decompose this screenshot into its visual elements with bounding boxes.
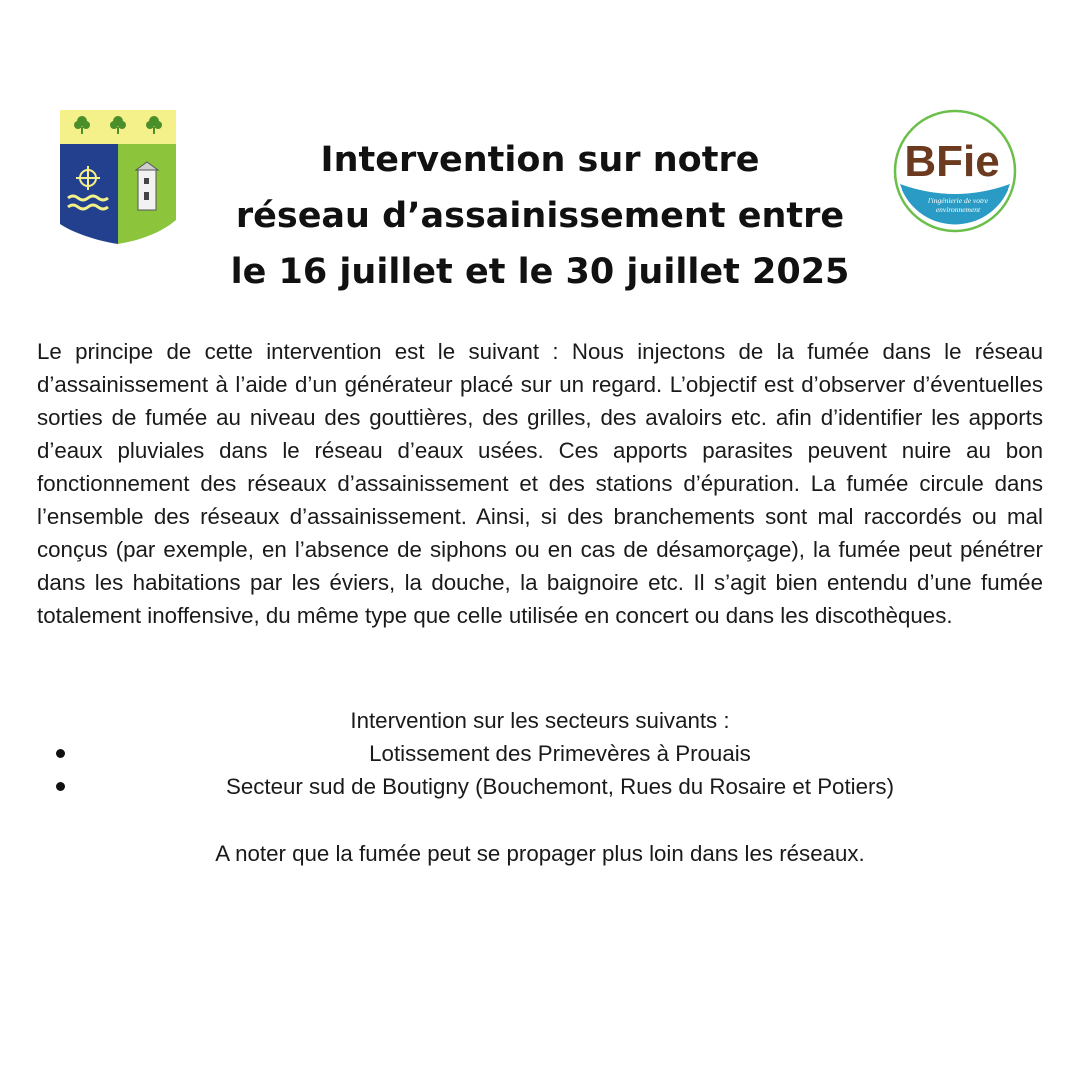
bfie-wordmark: BFie [904, 137, 1000, 186]
title-line-3: le 16 juillet et le 30 juillet 2025 [230, 252, 850, 292]
bullet-icon [56, 782, 65, 791]
title-line-1: Intervention sur notre [320, 140, 760, 180]
page-title [200, 132, 880, 300]
crest-blue-field [60, 144, 118, 244]
sector-label: Lotissement des Primevères à Prouais [369, 741, 751, 766]
sectors-heading: Intervention sur les secteurs suivants : [350, 708, 730, 733]
sector-label: Secteur sud de Boutigny (Bouchemont, Rues du Rosaire et Potiers) [225, 774, 895, 799]
intervention-description: Le principe de cette intervention est le suivant : Nous injectons de la fumée dans le réseau d’assainissement à l’aide d’un générateur placé sur un regard. L’objectif est d’observer d’éventuelles sorties de fumée au niveau des gouttières, des grilles, des avaloirs etc. afin d’identifier les apports d’eaux pluviales dans le réseau d’eaux usées. Ces apports parasites peuvent nuire au bon fonctionnement des réseaux d’assainissement et des stations d’épuration. La fumée circule dans l’ensemble des réseaux d’assainissement. Ainsi, si des branchements sont mal raccordés ou mal conçus (par exemple, en l’absence de siphons ou en cas de désamorçage), la fumée peut pénétrer dans les habitations par les éviers, la douche, la baignoire etc. Il s’agit bien entendu d’une fumée totalement inoffensive, du même type que celle utilisée en concert ou dans les discothèques. [37, 339, 1043, 628]
list-item [40, 770, 1080, 803]
tower-icon [136, 162, 158, 210]
bfie-tagline-2: environnement [935, 205, 981, 214]
sector-list [40, 737, 1080, 803]
list-item [40, 737, 1080, 770]
bullet-icon [56, 749, 65, 758]
title-line-2: réseau d’assainissement entre [235, 196, 845, 236]
crest-icon [58, 108, 178, 248]
bfie-logo-icon [892, 108, 1018, 234]
footer-note: A noter que la fumée peut se propager plus loin dans les réseaux. [215, 841, 865, 866]
bfie-tagline-1: l'ingénierie de votre [927, 196, 989, 205]
